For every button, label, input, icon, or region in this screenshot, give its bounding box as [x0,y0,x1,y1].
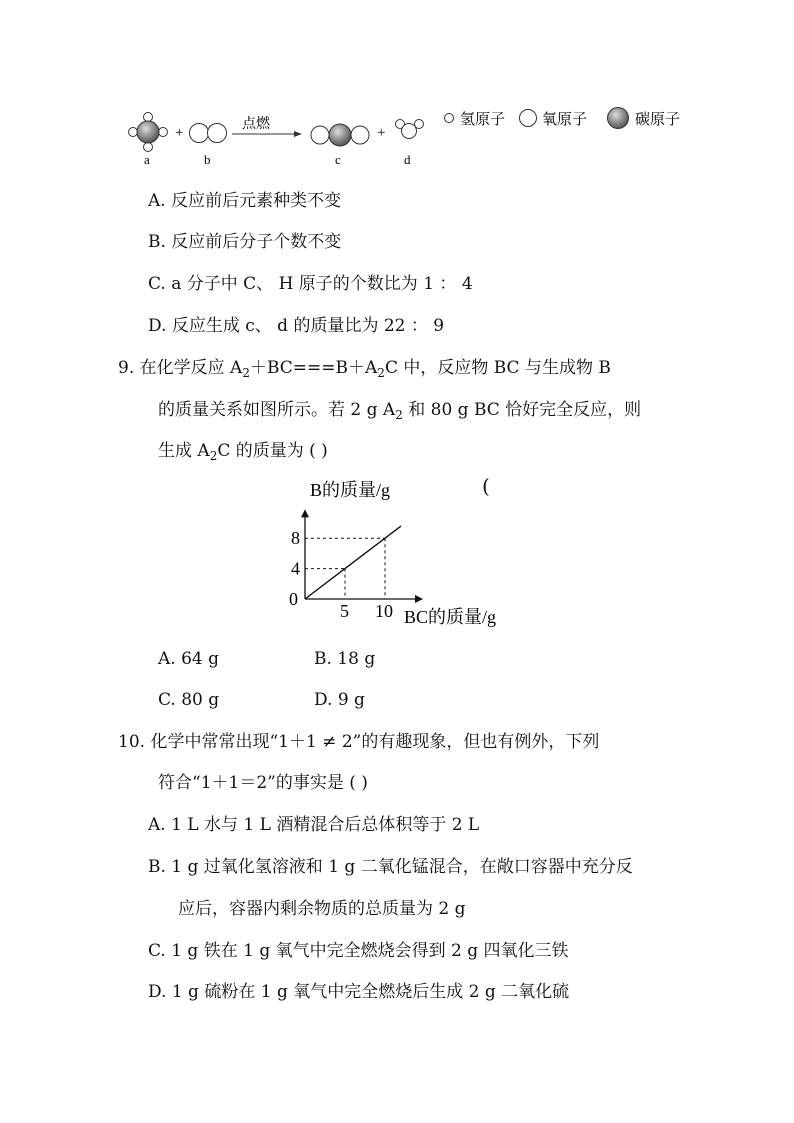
oxygen-legend-icon [520,110,537,127]
q8-option-c[interactable]: C. a 分子中 C、 H 原子的个数比为 1 ： 4 [148,274,473,294]
question-number: 10. [118,732,146,752]
q9-text: C 的质量为 ( ) [217,441,328,461]
q10-option-b-line2[interactable]: 应后，容器内剩余物质的总质量为 2 g [178,899,466,919]
q9-text: 在化学反应 A [139,358,243,378]
q8-option-d[interactable]: D. 反应生成 c、 d 的质量比为 22 ： 9 [148,316,445,336]
mass-relation-chart [280,476,530,636]
series-line [305,526,401,599]
plus-sign: + [175,125,184,141]
stray-paren: ( [482,474,490,498]
q9-stem-line3 [158,440,328,463]
q8-option-b[interactable]: B. 反应前后分子个数不变 [148,232,342,252]
q8-option-a[interactable]: A. 反应前后元素种类不变 [148,191,342,211]
arrow-head-icon [294,131,302,137]
subscript: 2 [377,366,385,380]
y-tick-label: 4 [291,558,300,579]
label-c: c [335,152,341,167]
plus-sign: + [377,125,386,141]
origin-label: 0 [289,589,298,609]
q9-text: 生成 A [158,441,210,461]
y-axis-arrow-icon [301,509,309,517]
molecule-d [396,120,424,139]
hydrogen-atom [144,113,153,122]
q9-text: 和 80 g BC 恰好完全反应，则 [402,400,642,420]
label-b: b [204,152,211,167]
legend-carbon-label: 碳原子 [635,112,681,128]
q9-option-a[interactable]: A. 64 g [158,649,220,669]
q10-text: 化学中常常出现“1＋1 ≠ 2”的有趣现象，但也有例外，下列 [150,732,600,752]
hydrogen-atom [159,128,168,137]
carbon-atom [137,121,159,143]
hydrogen-atom [144,143,153,152]
subscript: 2 [242,366,250,380]
hydrogen-legend-icon [445,114,454,123]
question-number: 9. [118,358,135,378]
q10-option-a[interactable]: A. 1 L 水与 1 L 酒精混合后总体积等于 2 L [148,815,480,835]
q9-stem-line2 [158,399,641,422]
oxygen-atom [311,126,329,144]
q9-text: ＋BC===B＋A [249,358,378,378]
q9-option-c[interactable]: C. 80 g [158,690,220,710]
oxygen-atom [351,126,369,144]
x-axis-arrow-icon [415,595,423,603]
q9-option-b[interactable]: B. 18 g [314,649,376,669]
x-tick-label: 10 [375,601,393,621]
oxygen-atom [402,124,417,139]
label-a: a [144,152,150,167]
x-tick-label: 5 [340,601,349,621]
q9-text: 的质量关系如图所示。若 2 g A [158,400,396,420]
hydrogen-atom [129,128,138,137]
carbon-atom [329,124,351,146]
subscript: 2 [209,449,218,463]
q9-option-d[interactable]: D. 9 g [314,690,365,710]
q10-option-c[interactable]: C. 1 g 铁在 1 g 氧气中完全燃烧会得到 2 g 四氧化三铁 [148,941,569,961]
legend-oxygen-label: 氧原子 [542,112,588,128]
q10-option-b-line1[interactable]: B. 1 g 过氧化氢溶液和 1 g 二氧化锰混合，在敞口容器中充分反 [148,857,633,877]
subscript: 2 [395,408,403,422]
molecule-b [190,124,227,143]
y-axis-label: B的质量/g [310,480,391,500]
label-d: d [404,152,411,167]
x-axis-label: BC的质量/g [404,607,497,627]
q10-stem-line1 [118,731,599,753]
oxygen-atom [190,124,209,143]
oxygen-atom [208,124,227,143]
carbon-legend-icon [608,108,629,129]
molecule-c [311,124,369,146]
q9-text: C 中，反应物 BC 与生成物 B [384,358,611,378]
legend-hydrogen-label: 氢原子 [460,112,506,128]
y-tick-label: 8 [291,528,300,549]
arrow-label: 点燃 [242,117,270,132]
q10-stem-line2: 符合“1＋1＝2”的事实是 ( ) [158,773,368,793]
q10-option-d[interactable]: D. 1 g 硫粉在 1 g 氧气中完全燃烧后生成 2 g 二氧化硫 [148,982,570,1002]
reaction-diagram [120,100,700,175]
molecule-a [129,113,168,152]
legend [445,108,681,129]
q9-stem-line1 [118,357,611,380]
